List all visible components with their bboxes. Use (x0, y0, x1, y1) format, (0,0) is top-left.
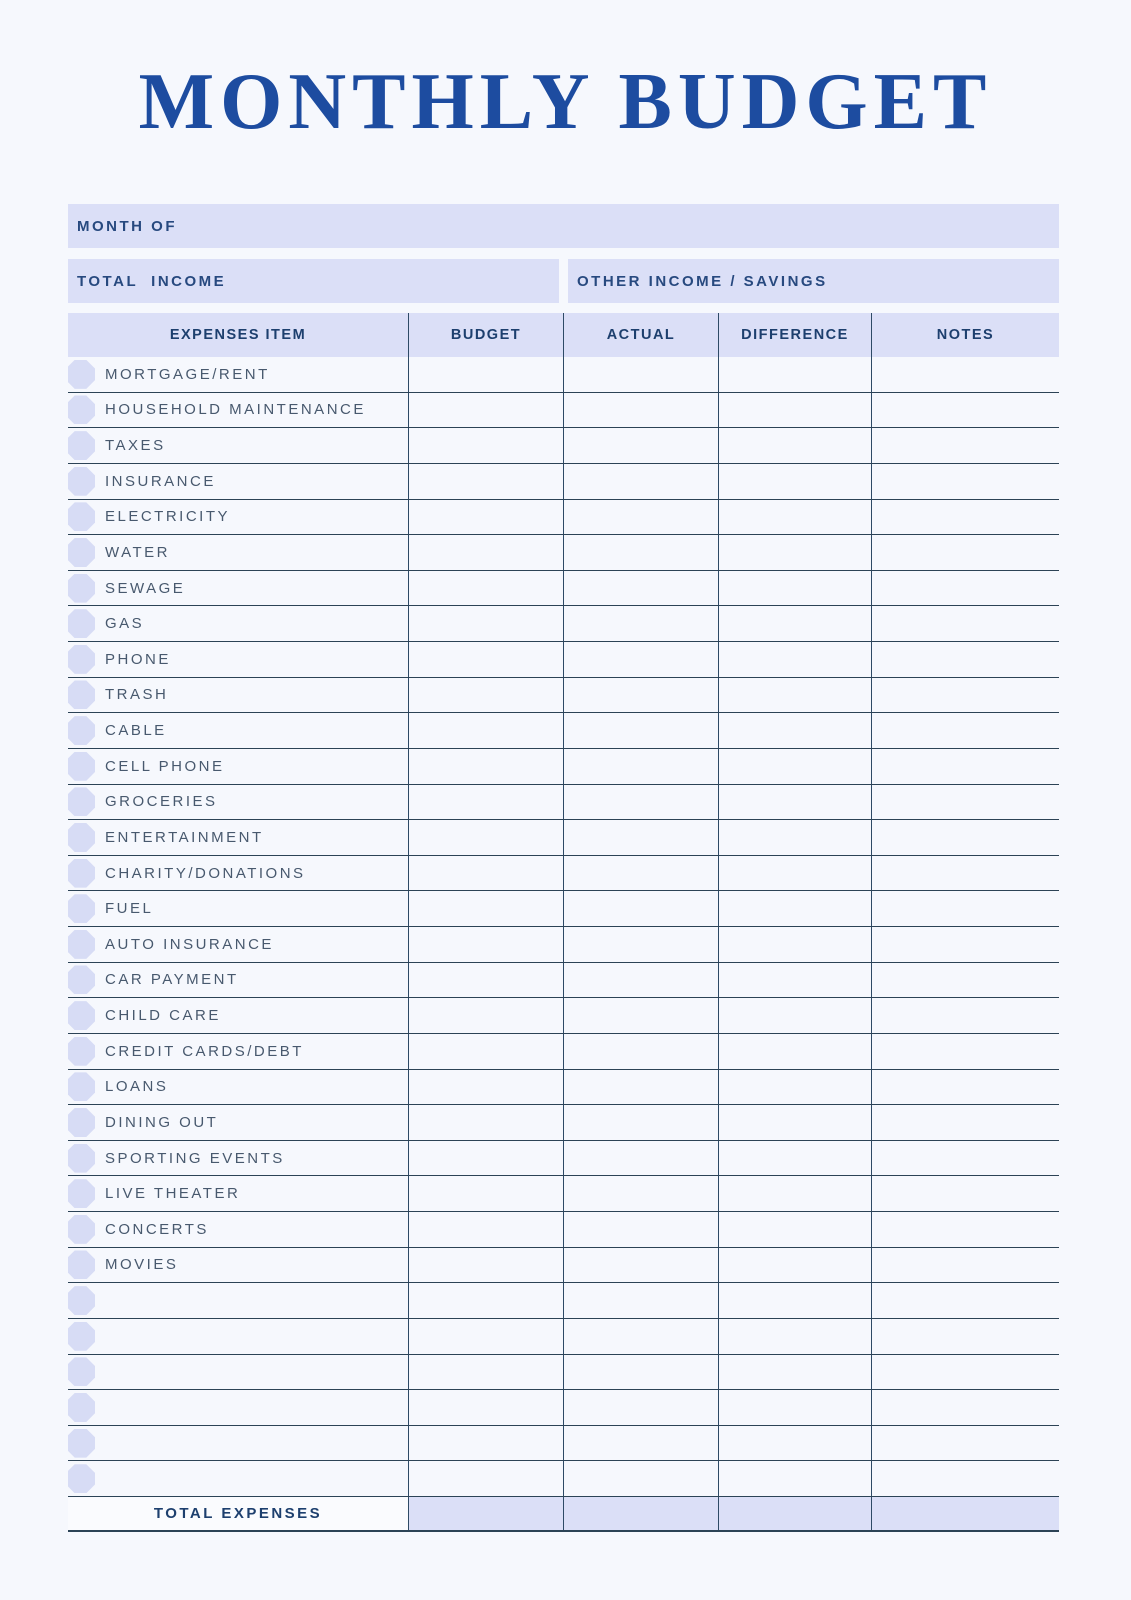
notes-cell[interactable] (871, 1390, 1059, 1425)
notes-cell[interactable] (871, 749, 1059, 784)
octagon-bullet-icon (68, 360, 95, 389)
octagon-bullet-icon (68, 467, 95, 496)
budget-cell[interactable] (408, 500, 563, 535)
expense-item-label: TAXES (105, 437, 166, 455)
octagon-bullet-icon (68, 1037, 95, 1066)
difference-cell[interactable] (718, 1248, 871, 1283)
expense-item-cell (68, 606, 408, 641)
expense-item-cell (68, 1461, 408, 1496)
budget-cell[interactable] (408, 749, 563, 784)
expense-item-label: ELECTRICITY (105, 508, 231, 526)
actual-cell[interactable] (563, 963, 718, 998)
octagon-bullet-icon (68, 965, 95, 994)
empty-expense-row (68, 1319, 1059, 1355)
expense-item-label: SEWAGE (105, 579, 186, 597)
difference-cell[interactable] (718, 713, 871, 748)
notes-cell[interactable] (871, 357, 1059, 392)
expense-item-cell (68, 1212, 408, 1247)
expense-item-cell (68, 678, 408, 713)
actual-cell[interactable] (563, 785, 718, 820)
expense-item-cell (68, 357, 408, 392)
octagon-bullet-icon (68, 1144, 95, 1173)
table-header-row (68, 313, 1059, 357)
expense-item-cell (68, 642, 408, 677)
difference-cell[interactable] (718, 606, 871, 641)
octagon-bullet-icon (68, 1286, 95, 1315)
expense-item-label: INSURANCE (105, 472, 216, 490)
budget-cell[interactable] (408, 1355, 563, 1390)
expense-row (68, 713, 1059, 749)
octagon-bullet-icon (68, 538, 95, 567)
expense-item-label: CHILD CARE (105, 1007, 221, 1025)
actual-cell[interactable] (563, 1141, 718, 1176)
octagon-bullet-icon (68, 574, 95, 603)
actual-cell[interactable] (563, 1034, 718, 1069)
actual-cell[interactable] (563, 393, 718, 428)
expense-item-cell (68, 998, 408, 1033)
difference-cell[interactable] (718, 642, 871, 677)
actual-cell[interactable] (563, 464, 718, 499)
difference-cell[interactable] (718, 998, 871, 1033)
expense-item-cell (68, 1141, 408, 1176)
difference-cell[interactable] (718, 678, 871, 713)
octagon-bullet-icon (68, 1322, 95, 1351)
notes-cell[interactable] (871, 1105, 1059, 1140)
header-expenses-item: EXPENSES ITEM (169, 327, 307, 343)
total-income-label: TOTAL INCOME (77, 272, 227, 290)
expense-item-label: CABLE (105, 722, 167, 740)
notes-cell[interactable] (871, 1319, 1059, 1354)
difference-cell[interactable] (718, 1319, 871, 1354)
expense-item-label: LOANS (105, 1078, 169, 1096)
difference-cell[interactable] (718, 357, 871, 392)
octagon-bullet-icon (68, 752, 95, 781)
expense-item-label: HOUSEHOLD MAINTENANCE (105, 401, 366, 419)
expense-row (68, 820, 1059, 856)
actual-cell[interactable] (563, 1355, 718, 1390)
expense-row (68, 535, 1059, 571)
notes-cell[interactable] (871, 1176, 1059, 1211)
actual-cell[interactable] (563, 535, 718, 570)
expense-item-label: TRASH (105, 686, 169, 704)
expense-row (68, 749, 1059, 785)
actual-cell[interactable] (563, 1426, 718, 1461)
expense-row (68, 571, 1059, 607)
expense-item-label: SPORTING EVENTS (105, 1149, 285, 1167)
actual-cell[interactable] (563, 428, 718, 463)
expense-item-cell (68, 820, 408, 855)
difference-cell[interactable] (718, 464, 871, 499)
actual-cell[interactable] (563, 678, 718, 713)
octagon-bullet-icon (68, 859, 95, 888)
octagon-bullet-icon (68, 1464, 95, 1493)
actual-cell[interactable] (563, 1390, 718, 1425)
expense-item-cell (68, 428, 408, 463)
budget-cell[interactable] (408, 428, 563, 463)
expense-row (68, 963, 1059, 999)
expense-item-label: AUTO INSURANCE (105, 935, 274, 953)
expense-item-label: DINING OUT (105, 1113, 219, 1131)
expense-item-cell (68, 500, 408, 535)
difference-cell[interactable] (718, 1212, 871, 1247)
budget-cell[interactable] (408, 820, 563, 855)
difference-cell[interactable] (718, 1034, 871, 1069)
empty-expense-row (68, 1355, 1059, 1391)
octagon-bullet-icon (68, 930, 95, 959)
expense-item-cell (68, 891, 408, 926)
budget-cell[interactable] (408, 393, 563, 428)
budget-cell[interactable] (408, 642, 563, 677)
octagon-bullet-icon (68, 1429, 95, 1458)
octagon-bullet-icon (68, 1072, 95, 1101)
budget-cell[interactable] (408, 1390, 563, 1425)
notes-cell[interactable] (871, 785, 1059, 820)
octagon-bullet-icon (68, 645, 95, 674)
budget-cell[interactable] (408, 1212, 563, 1247)
budget-cell[interactable] (408, 713, 563, 748)
actual-cell[interactable] (563, 1319, 718, 1354)
budget-cell[interactable] (408, 1070, 563, 1105)
actual-cell[interactable] (563, 500, 718, 535)
difference-cell[interactable] (718, 428, 871, 463)
expense-row (68, 357, 1059, 393)
notes-cell[interactable] (871, 464, 1059, 499)
budget-cell[interactable] (408, 856, 563, 891)
expense-row (68, 1034, 1059, 1070)
total-income-field[interactable] (68, 259, 559, 303)
expense-row (68, 464, 1059, 500)
difference-cell[interactable] (718, 1461, 871, 1496)
header-difference: DIFFERENCE (718, 313, 871, 357)
notes-cell[interactable] (871, 820, 1059, 855)
actual-cell[interactable] (563, 820, 718, 855)
difference-cell[interactable] (718, 1105, 871, 1140)
month-of-label: MONTH OF (77, 217, 177, 235)
empty-expense-row (68, 1426, 1059, 1462)
actual-cell[interactable] (563, 856, 718, 891)
expense-item-label: GROCERIES (105, 793, 218, 811)
month-of-field[interactable] (68, 204, 1059, 248)
notes-cell[interactable] (871, 963, 1059, 998)
expense-item-cell (68, 1319, 408, 1354)
octagon-bullet-icon (68, 823, 95, 852)
budget-cell[interactable] (408, 963, 563, 998)
expense-item-label: MOVIES (105, 1256, 179, 1274)
budget-cell[interactable] (408, 571, 563, 606)
expense-row (68, 1105, 1059, 1141)
budget-cell[interactable] (408, 1105, 563, 1140)
expense-row (68, 785, 1059, 821)
expense-item-cell (68, 1070, 408, 1105)
notes-cell[interactable] (871, 678, 1059, 713)
difference-cell[interactable] (718, 500, 871, 535)
expense-row (68, 1176, 1059, 1212)
difference-cell[interactable] (718, 927, 871, 962)
header-actual: ACTUAL (563, 313, 718, 357)
notes-cell[interactable] (871, 1034, 1059, 1069)
budget-cell[interactable] (408, 1141, 563, 1176)
expense-row (68, 642, 1059, 678)
difference-cell[interactable] (718, 963, 871, 998)
budget-cell[interactable] (408, 464, 563, 499)
difference-cell[interactable] (718, 1141, 871, 1176)
notes-cell[interactable] (871, 927, 1059, 962)
expense-row (68, 678, 1059, 714)
budget-cell[interactable] (408, 998, 563, 1033)
expense-item-label: CHARITY/DONATIONS (105, 864, 306, 882)
empty-expense-row (68, 1390, 1059, 1426)
notes-cell[interactable] (871, 428, 1059, 463)
budget-cell[interactable] (408, 678, 563, 713)
difference-cell[interactable] (718, 1426, 871, 1461)
expense-item-cell (68, 1390, 408, 1425)
difference-cell[interactable] (718, 1283, 871, 1318)
notes-cell[interactable] (871, 1461, 1059, 1496)
expense-row (68, 500, 1059, 536)
notes-cell[interactable] (871, 1426, 1059, 1461)
notes-cell[interactable] (871, 1212, 1059, 1247)
table-body (68, 357, 1059, 1497)
expense-item-label: CONCERTS (105, 1220, 209, 1238)
actual-cell[interactable] (563, 642, 718, 677)
expense-item-cell (68, 1034, 408, 1069)
notes-cell[interactable] (871, 535, 1059, 570)
expense-item-label: FUEL (105, 900, 154, 918)
expense-item-label: CREDIT CARDS/DEBT (105, 1042, 304, 1060)
expense-item-cell (68, 749, 408, 784)
difference-cell[interactable] (718, 856, 871, 891)
expense-item-cell (68, 856, 408, 891)
actual-cell[interactable] (563, 606, 718, 641)
notes-cell[interactable] (871, 1141, 1059, 1176)
octagon-bullet-icon (68, 1001, 95, 1030)
expense-item-cell (68, 535, 408, 570)
difference-cell[interactable] (718, 393, 871, 428)
octagon-bullet-icon (68, 395, 95, 424)
octagon-bullet-icon (68, 1215, 95, 1244)
expense-item-cell (68, 1426, 408, 1461)
expense-item-cell (68, 1176, 408, 1211)
expense-row (68, 927, 1059, 963)
notes-cell[interactable] (871, 393, 1059, 428)
page-title: MONTHLY BUDGET (138, 58, 993, 146)
actual-cell[interactable] (563, 1248, 718, 1283)
octagon-bullet-icon (68, 787, 95, 816)
actual-cell[interactable] (563, 891, 718, 926)
expense-item-cell (68, 1105, 408, 1140)
notes-cell[interactable] (871, 998, 1059, 1033)
octagon-bullet-icon (68, 1357, 95, 1386)
notes-cell[interactable] (871, 1248, 1059, 1283)
actual-cell[interactable] (563, 357, 718, 392)
expense-row (68, 1248, 1059, 1284)
expense-item-cell (68, 963, 408, 998)
expense-item-cell (68, 464, 408, 499)
expenses-table (68, 313, 1059, 1532)
expense-row (68, 606, 1059, 642)
octagon-bullet-icon (68, 609, 95, 638)
expense-item-label: PHONE (105, 650, 171, 668)
octagon-bullet-icon (68, 1179, 95, 1208)
expense-item-label: WATER (105, 543, 170, 561)
octagon-bullet-icon (68, 1250, 95, 1279)
actual-cell[interactable] (563, 749, 718, 784)
difference-cell[interactable] (718, 820, 871, 855)
budget-cell[interactable] (408, 535, 563, 570)
octagon-bullet-icon (68, 431, 95, 460)
expense-row (68, 998, 1059, 1034)
budget-cell[interactable] (408, 1283, 563, 1318)
difference-cell[interactable] (718, 535, 871, 570)
budget-cell[interactable] (408, 1426, 563, 1461)
expense-item-label: LIVE THEATER (105, 1185, 241, 1203)
difference-cell[interactable] (718, 1176, 871, 1211)
budget-cell[interactable] (408, 606, 563, 641)
difference-cell[interactable] (718, 1390, 871, 1425)
expense-row (68, 393, 1059, 429)
budget-cell[interactable] (408, 1248, 563, 1283)
expense-item-label: MORTGAGE/RENT (105, 365, 270, 383)
notes-cell[interactable] (871, 856, 1059, 891)
expense-row (68, 891, 1059, 927)
octagon-bullet-icon (68, 1393, 95, 1422)
total-difference-cell[interactable] (718, 1497, 871, 1530)
notes-cell[interactable] (871, 606, 1059, 641)
difference-cell[interactable] (718, 749, 871, 784)
actual-cell[interactable] (563, 1105, 718, 1140)
expense-item-cell (68, 1355, 408, 1390)
notes-cell[interactable] (871, 1283, 1059, 1318)
empty-expense-row (68, 1283, 1059, 1319)
other-income-savings-label: OTHER INCOME / SAVINGS (577, 272, 828, 290)
expense-item-cell (68, 1283, 408, 1318)
expense-item-cell (68, 713, 408, 748)
notes-cell[interactable] (871, 1355, 1059, 1390)
difference-cell[interactable] (718, 1355, 871, 1390)
octagon-bullet-icon (68, 716, 95, 745)
actual-cell[interactable] (563, 571, 718, 606)
octagon-bullet-icon (68, 680, 95, 709)
budget-cell[interactable] (408, 927, 563, 962)
notes-cell[interactable] (871, 500, 1059, 535)
octagon-bullet-icon (68, 894, 95, 923)
total-notes-cell[interactable] (871, 1497, 1059, 1530)
difference-cell[interactable] (718, 1070, 871, 1105)
actual-cell[interactable] (563, 1283, 718, 1318)
total-expenses-label: TOTAL EXPENSES (68, 1497, 408, 1530)
actual-cell[interactable] (563, 713, 718, 748)
budget-cell[interactable] (408, 357, 563, 392)
expense-item-label: GAS (105, 615, 145, 633)
expense-item-cell (68, 927, 408, 962)
actual-cell[interactable] (563, 927, 718, 962)
expense-item-cell (68, 571, 408, 606)
notes-cell[interactable] (871, 571, 1059, 606)
expense-row (68, 1141, 1059, 1177)
difference-cell[interactable] (718, 785, 871, 820)
expense-item-label: ENTERTAINMENT (105, 828, 264, 846)
total-budget-cell[interactable] (408, 1497, 563, 1530)
other-income-savings-field[interactable] (568, 259, 1059, 303)
expense-item-cell (68, 1248, 408, 1283)
expense-row (68, 428, 1059, 464)
notes-cell[interactable] (871, 642, 1059, 677)
budget-cell[interactable] (408, 1034, 563, 1069)
header-notes: NOTES (871, 313, 1059, 357)
actual-cell[interactable] (563, 1461, 718, 1496)
expense-item-label: CELL PHONE (105, 757, 225, 775)
budget-cell[interactable] (408, 785, 563, 820)
expense-row (68, 1070, 1059, 1106)
actual-cell[interactable] (563, 998, 718, 1033)
octagon-bullet-icon (68, 1108, 95, 1137)
actual-cell[interactable] (563, 1070, 718, 1105)
total-expenses-row (68, 1497, 1059, 1532)
actual-cell[interactable] (563, 1212, 718, 1247)
expense-row (68, 1212, 1059, 1248)
octagon-bullet-icon (68, 502, 95, 531)
actual-cell[interactable] (563, 1176, 718, 1211)
empty-expense-row (68, 1461, 1059, 1497)
notes-cell[interactable] (871, 1070, 1059, 1105)
budget-cell[interactable] (408, 1461, 563, 1496)
difference-cell[interactable] (718, 571, 871, 606)
header-budget: BUDGET (408, 313, 563, 357)
budget-cell[interactable] (408, 1319, 563, 1354)
budget-cell[interactable] (408, 891, 563, 926)
notes-cell[interactable] (871, 891, 1059, 926)
expense-item-cell (68, 785, 408, 820)
expense-item-label: CAR PAYMENT (105, 971, 239, 989)
expense-item-cell (68, 393, 408, 428)
budget-cell[interactable] (408, 1176, 563, 1211)
total-actual-cell[interactable] (563, 1497, 718, 1530)
notes-cell[interactable] (871, 713, 1059, 748)
expense-row (68, 856, 1059, 892)
difference-cell[interactable] (718, 891, 871, 926)
